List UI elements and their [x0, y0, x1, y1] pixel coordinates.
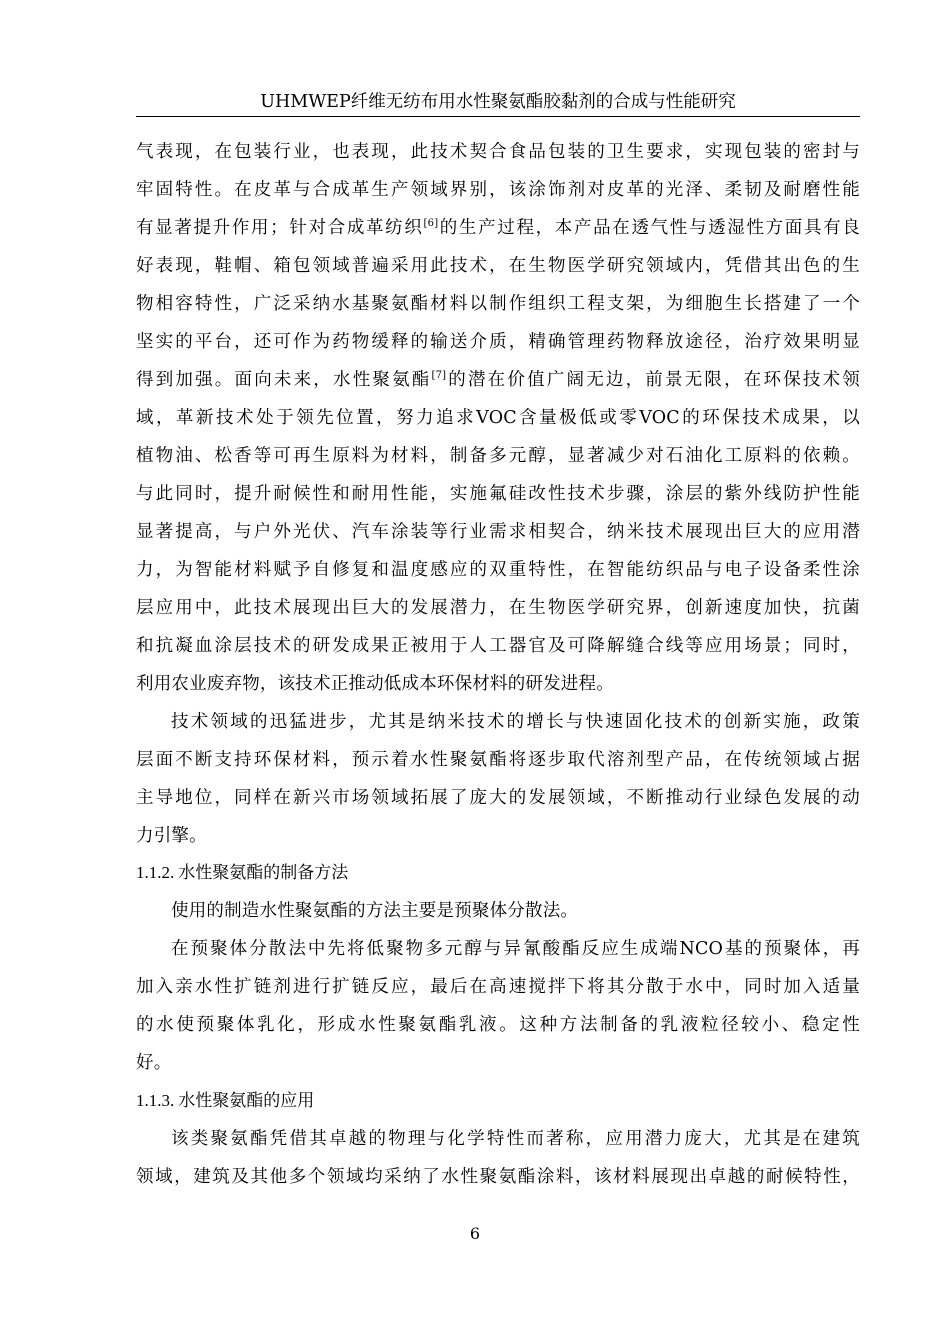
section-title: 水性聚氨酯的应用 — [178, 1091, 315, 1111]
body-line: 好表现，鞋帽、箱包领域普遍采用此技术，在生物医学研究领域内，凭借其出色的生 — [136, 256, 860, 276]
body-line: 利用农业废弃物，该技术正推动低成本环保材料的研发进程。 — [136, 674, 614, 694]
body-line: 与此同时，提升耐候性和耐用性能，实施氟硅改性技术步骤，涂层的紫外线防护性能 — [136, 484, 860, 504]
body-line: 坚实的平台，还可作为药物缓释的输送介质，精确管理药物释放途径，治疗效果明显 — [136, 332, 860, 352]
body-line: 层面不断支持环保材料，预示着水性聚氨酯将逐步取代溶剂型产品，在传统领域占据 — [136, 750, 860, 770]
body-line: 显著提高，与户外光伏、汽车涂装等行业需求相契合，纳米技术展现出巨大的应用潜 — [136, 522, 860, 542]
body-line: 牢固特性。在皮革与合成革生产领域界别，该涂饰剂对皮革的光泽、柔韧及耐磨性能 — [136, 180, 860, 200]
section-number: 1.1.3. — [136, 1091, 175, 1110]
citation-ref: [7] — [431, 370, 447, 382]
body-line: 加入亲水性扩链剂进行扩链反应，最后在高速搅拌下将其分散于水中，同时加入适量 — [136, 977, 860, 997]
body-text: 得到加强。面向未来，水性聚氨酯 — [136, 370, 432, 390]
body-line: 技术领域的迅猛进步，尤其是纳米技术的增长与快速固化技术的创新实施，政策 — [171, 712, 860, 732]
running-header-title: UHMWEP纤维无纺布用水性聚氨酯胶黏剂的合成与性能研究 — [260, 92, 736, 112]
body-line: 和抗凝血涂层技术的研发成果正被用于人工器官及可降解缝合线等应用场景；同时， — [136, 636, 860, 656]
body-line — [136, 368, 860, 392]
body-line: 在预聚体分散法中先将低聚物多元醇与异氰酸酯反应生成端NCO基的预聚体，再 — [171, 939, 860, 959]
body-line — [136, 216, 860, 240]
body-text: 有显著提升作用；针对合成革纺织 — [136, 218, 424, 238]
page-number: 6 — [469, 1224, 481, 1243]
body-line: 气表现，在包装行业，也表现，此技术契合食品包装的卫生要求，实现包装的密封与 — [136, 142, 860, 162]
section-heading — [136, 1089, 314, 1113]
body-text: 的生产过程，本产品在透气性与透湿性方面具有良 — [438, 218, 860, 238]
body-line: 该类聚氨酯凭借其卓越的物理与化学特性而著称，应用潜力庞大，尤其是在建筑 — [171, 1129, 860, 1149]
body-line: 领域，建筑及其他多个领域均采纳了水性聚氨酯涂料，该材料展现出卓越的耐候特性， — [136, 1167, 860, 1187]
body-text: 的潜在价值广阔无边，前景无限，在环保技术领 — [446, 370, 860, 390]
body-line: 力，为智能材料赋予自修复和温度感应的双重特性，在智能纺织品与电子设备柔性涂 — [136, 560, 860, 580]
section-heading — [136, 861, 348, 885]
body-line: 域，革新技术处于领先位置，努力追求VOC含量极低或零VOC的环保技术成果，以 — [136, 408, 860, 428]
section-number: 1.1.2. — [136, 863, 175, 882]
citation-ref: [6] — [423, 218, 439, 230]
body-line: 力引擎。 — [136, 826, 207, 846]
body-line: 层应用中，此技术展现出巨大的发展潜力，在生物医学研究界，创新速度加快，抗菌 — [136, 598, 860, 618]
body-line: 使用的制造水性聚氨酯的方法主要是预聚体分散法。 — [171, 901, 579, 921]
body-line: 主导地位，同样在新兴市场领域拓展了庞大的发展领域，不断推动行业绿色发展的动 — [136, 788, 860, 808]
body-line: 物相容特性，广泛采纳水基聚氨酯材料以制作组织工程支架，为细胞生长搭建了一个 — [136, 294, 860, 314]
section-title: 水性聚氨酯的制备方法 — [178, 863, 349, 883]
body-line: 好。 — [136, 1053, 172, 1073]
body-line: 的水使预聚体乳化，形成水性聚氨酯乳液。这种方法制备的乳液粒径较小、稳定性 — [136, 1015, 860, 1035]
header-rule — [136, 116, 860, 117]
body-line: 植物油、松香等可再生原料为材料，制备多元醇，显著减少对石油化工原料的依赖。 — [136, 446, 860, 466]
